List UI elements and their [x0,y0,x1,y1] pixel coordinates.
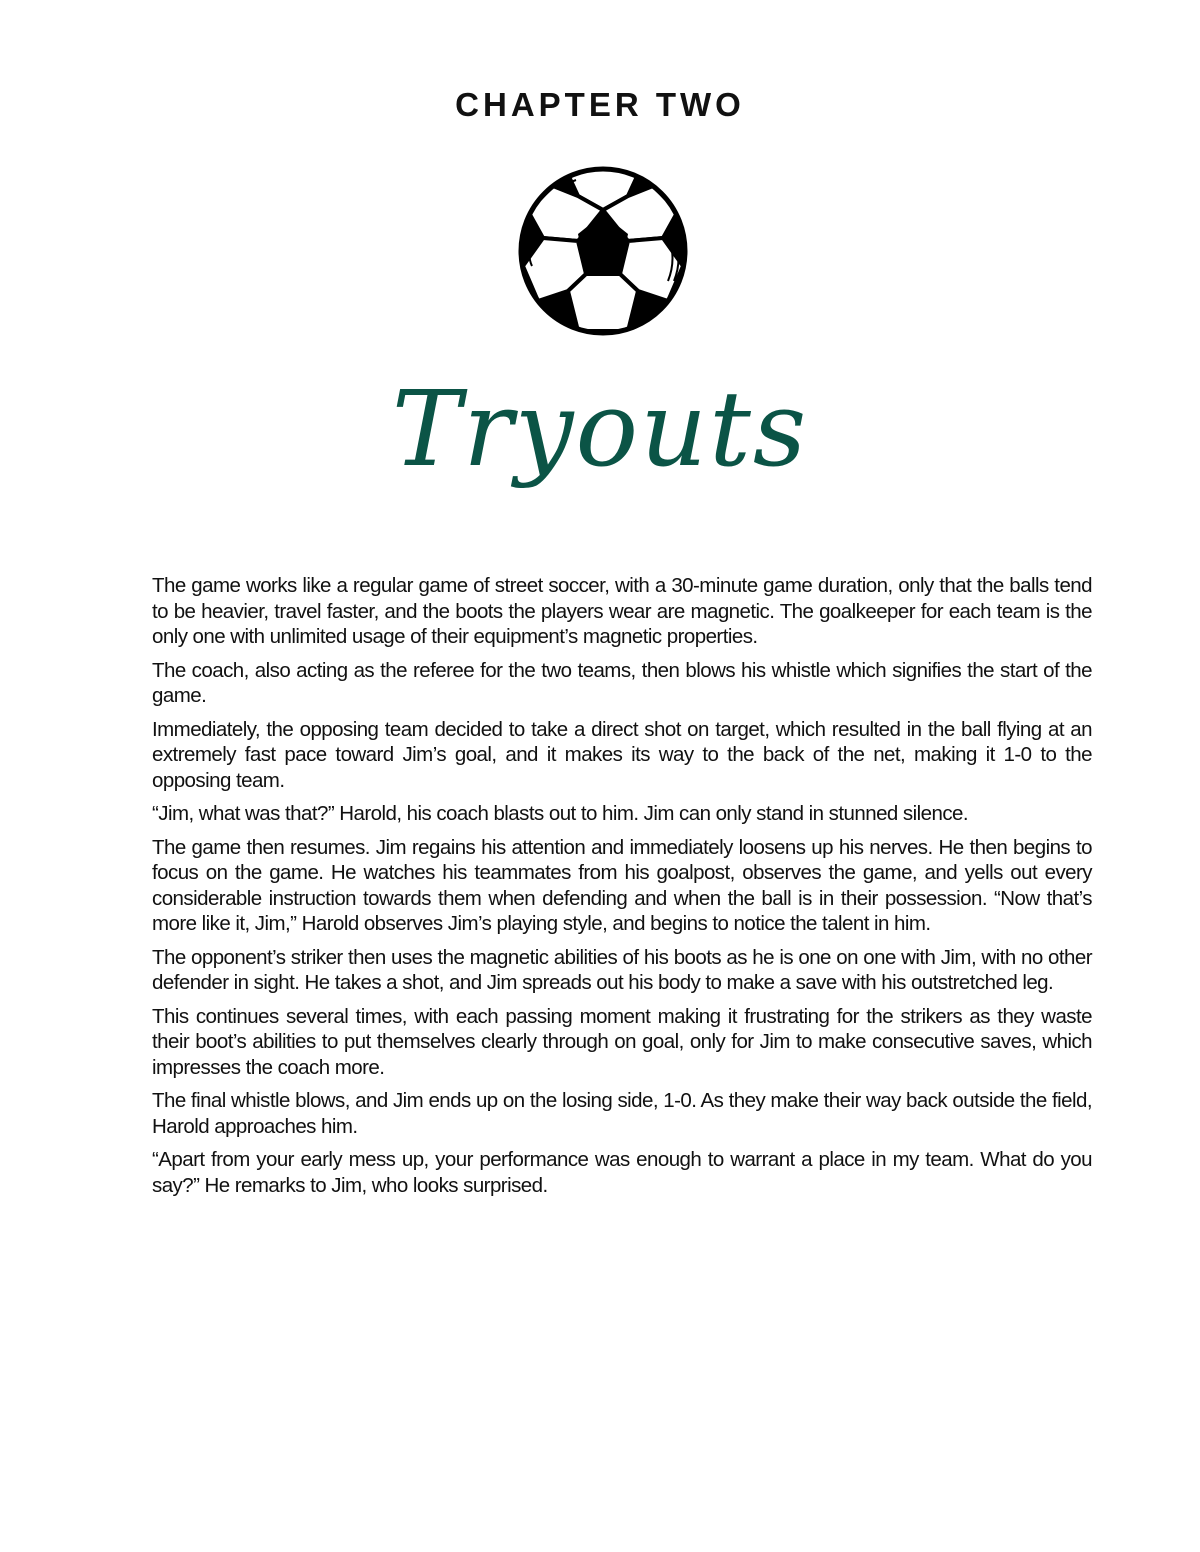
soccer-ball-icon [518,166,688,336]
chapter-body [152,573,1092,1206]
paragraph: “Apart from your early mess up, your performance was enough to warrant a place in my team. What do you say?” He remarks to Jim, who looks surprised. [152,1148,1092,1197]
chapter-title: Tryouts [391,368,809,490]
paragraph: Immediately, the opposing team decided to take a direct shot on target, which resulted in the ball flying at an extremely fast pace toward Jim’s goal, and it makes its way to the back of the net, making it 1-0 to the opposing team. [152,717,1092,792]
paragraph: The game works like a regular game of street soccer, with a 30-minute game duration, only that the balls tend to be heavier, travel faster, and the boots the players wear are magnetic. The goalkeeper for each team is the only one with unlimited usage of their equipment’s magnetic properties. [152,574,1092,648]
paragraph: “Jim, what was that?” Harold, his coach blasts out to him. Jim can only stand in stunned silence. [152,802,969,825]
paragraph: The final whistle blows, and Jim ends up on the losing side, 1-0. As they make their way back outside the field, Harold approaches him. [152,1089,1092,1138]
paragraph: This continues several times, with each passing moment making it frustrating for the strikers as they waste their boot’s abilities to put themselves clearly through on goal, only for Jim to make consecutive saves, which impresses the coach more. [152,1004,1092,1079]
chapter-label: CHAPTER TWO [455,86,745,123]
paragraph: The coach, also acting as the referee for the two teams, then blows his whistle which signifies the start of the game. [152,658,1092,707]
paragraph: The game then resumes. Jim regains his attention and immediately loosens up his nerves. He then begins to focus on the game. He watches his teammates from his goalpost, observes the game, and yells out every considerable instruction towards them when defending and when the ball is in their possession. “Now that’s more like it, Jim,” Harold observes Jim’s playing style, and begins to notice the talent in him. [152,835,1092,935]
paragraph: The opponent’s striker then uses the magnetic abilities of his boots as he is one on one with Jim, with no other defender in sight. He takes a shot, and Jim spreads out his body to make a save with his outstretched leg. [152,945,1092,994]
